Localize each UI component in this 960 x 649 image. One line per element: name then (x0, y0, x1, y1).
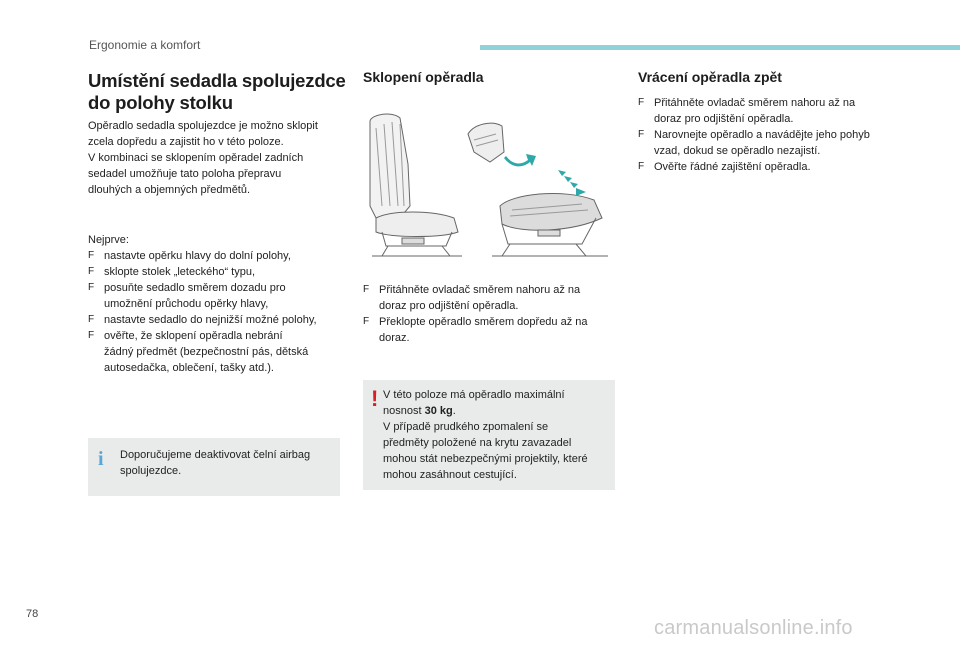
list-item (363, 282, 613, 314)
text-line: Opěradlo sedadla spolujezdce je možno sklopit (88, 120, 318, 132)
text-line: V této poloze má opěradlo maximální (383, 389, 565, 401)
text-line: nastavte sedadlo do nejnižší možné polohy, (104, 314, 317, 326)
text-line: Přitáhněte ovladač směrem nahoru až na (654, 97, 856, 109)
bullet-marker: F (363, 284, 370, 295)
text-line: spolujezdce. (120, 465, 182, 477)
watermark: carmanualsonline.info (654, 617, 853, 639)
list-item (638, 95, 908, 127)
direction-arrows-icon (504, 154, 586, 196)
warning-box (363, 380, 615, 490)
seat-folded-drawing (468, 123, 608, 256)
bullet-marker: F (88, 266, 95, 277)
text-line: doraz pro odjištění opěradla. (379, 300, 519, 312)
section-title-return: Vrácení opěradla zpět (638, 69, 782, 85)
section-title-table-position (88, 70, 348, 114)
list-item (88, 264, 348, 280)
text-part: . (452, 405, 456, 417)
intro-paragraph (88, 118, 318, 198)
page-number: 78 (26, 608, 39, 620)
load-value: 30 kg (424, 405, 453, 417)
list-item (88, 248, 348, 264)
bullet-marker: F (638, 161, 645, 172)
section-title-fold: Sklopení opěradla (363, 69, 484, 85)
text-line: doraz. (379, 332, 410, 344)
bullet-marker: F (638, 129, 645, 140)
text-line: předměty položené na krytu zavazadel (383, 437, 572, 449)
text-part: nosnost (383, 405, 425, 417)
text-line: sklopte stolek „leteckého“ typu, (104, 266, 256, 278)
seat-upright-drawing (370, 114, 462, 256)
bullet-marker: F (88, 250, 95, 261)
list-item (88, 280, 348, 312)
warning-text (383, 387, 588, 483)
bullet-marker: F (88, 282, 95, 293)
first-label: Nejprve: (88, 234, 129, 246)
title-line: Umístění sedadla spolujezdce (88, 70, 346, 91)
warning-icon: ! (371, 386, 379, 411)
info-icon: i (98, 448, 104, 470)
fold-steps-list (363, 282, 613, 346)
text-line: sedadel umožňuje tato poloha přepravu (88, 168, 282, 180)
list-item (88, 328, 348, 376)
prep-steps-list (88, 248, 348, 376)
text-line: autosedačka, oblečení, tašky atd.). (104, 362, 274, 374)
list-item (638, 127, 908, 159)
info-box (88, 438, 340, 496)
text-line: ověřte, že sklopení opěradla nebrání (104, 330, 283, 342)
text-line: dlouhých a objemných předmětů. (88, 184, 251, 196)
text-line: doraz pro odjištění opěradla. (654, 113, 794, 125)
text-line: žádný předmět (bezpečnostní pás, dětská (104, 346, 309, 358)
text-line: umožnění průchodu opěrky hlavy, (104, 298, 269, 310)
title-line: do polohy stolku (88, 92, 233, 113)
return-steps-list (638, 95, 908, 175)
text-line: nastavte opěrku hlavy do dolní polohy, (104, 250, 291, 262)
list-item (363, 314, 613, 346)
text-line: V kombinaci se sklopením opěradel zadních (88, 152, 304, 164)
bullet-marker: F (88, 330, 95, 341)
header-accent-bar (480, 45, 960, 50)
text-line: Doporučujeme deaktivovat čelní airbag (120, 449, 311, 461)
text-line: V případě prudkého zpomalení se (383, 421, 549, 433)
list-item (638, 159, 908, 175)
text-line (383, 403, 588, 419)
text-line: zcela dopředu a zajistit ho v této poloze. (88, 136, 284, 148)
bullet-marker: F (638, 97, 645, 108)
text-line: Přitáhněte ovladač směrem nahoru až na (379, 284, 581, 296)
text-line: Ověřte řádné zajištění opěradla. (654, 161, 811, 173)
text-line: Narovnejte opěradlo a navádějte jeho pohyb (654, 129, 870, 141)
info-text (120, 447, 310, 479)
text-line: mohou stát nebezpečnými projektily, které (383, 453, 588, 465)
seat-folding-illustration (362, 106, 614, 274)
bullet-marker: F (363, 316, 370, 327)
text-line: Překlopte opěradlo směrem dopředu až na (379, 316, 588, 328)
list-item (88, 312, 348, 328)
text-line: posuňte sedadlo směrem dozadu pro (104, 282, 286, 294)
text-line: mohou zasáhnout cestující. (383, 469, 517, 481)
bullet-marker: F (88, 314, 95, 325)
running-header: Ergonomie a komfort (89, 38, 201, 52)
text-line: vzad, dokud se opěradlo nezajistí. (654, 145, 821, 157)
